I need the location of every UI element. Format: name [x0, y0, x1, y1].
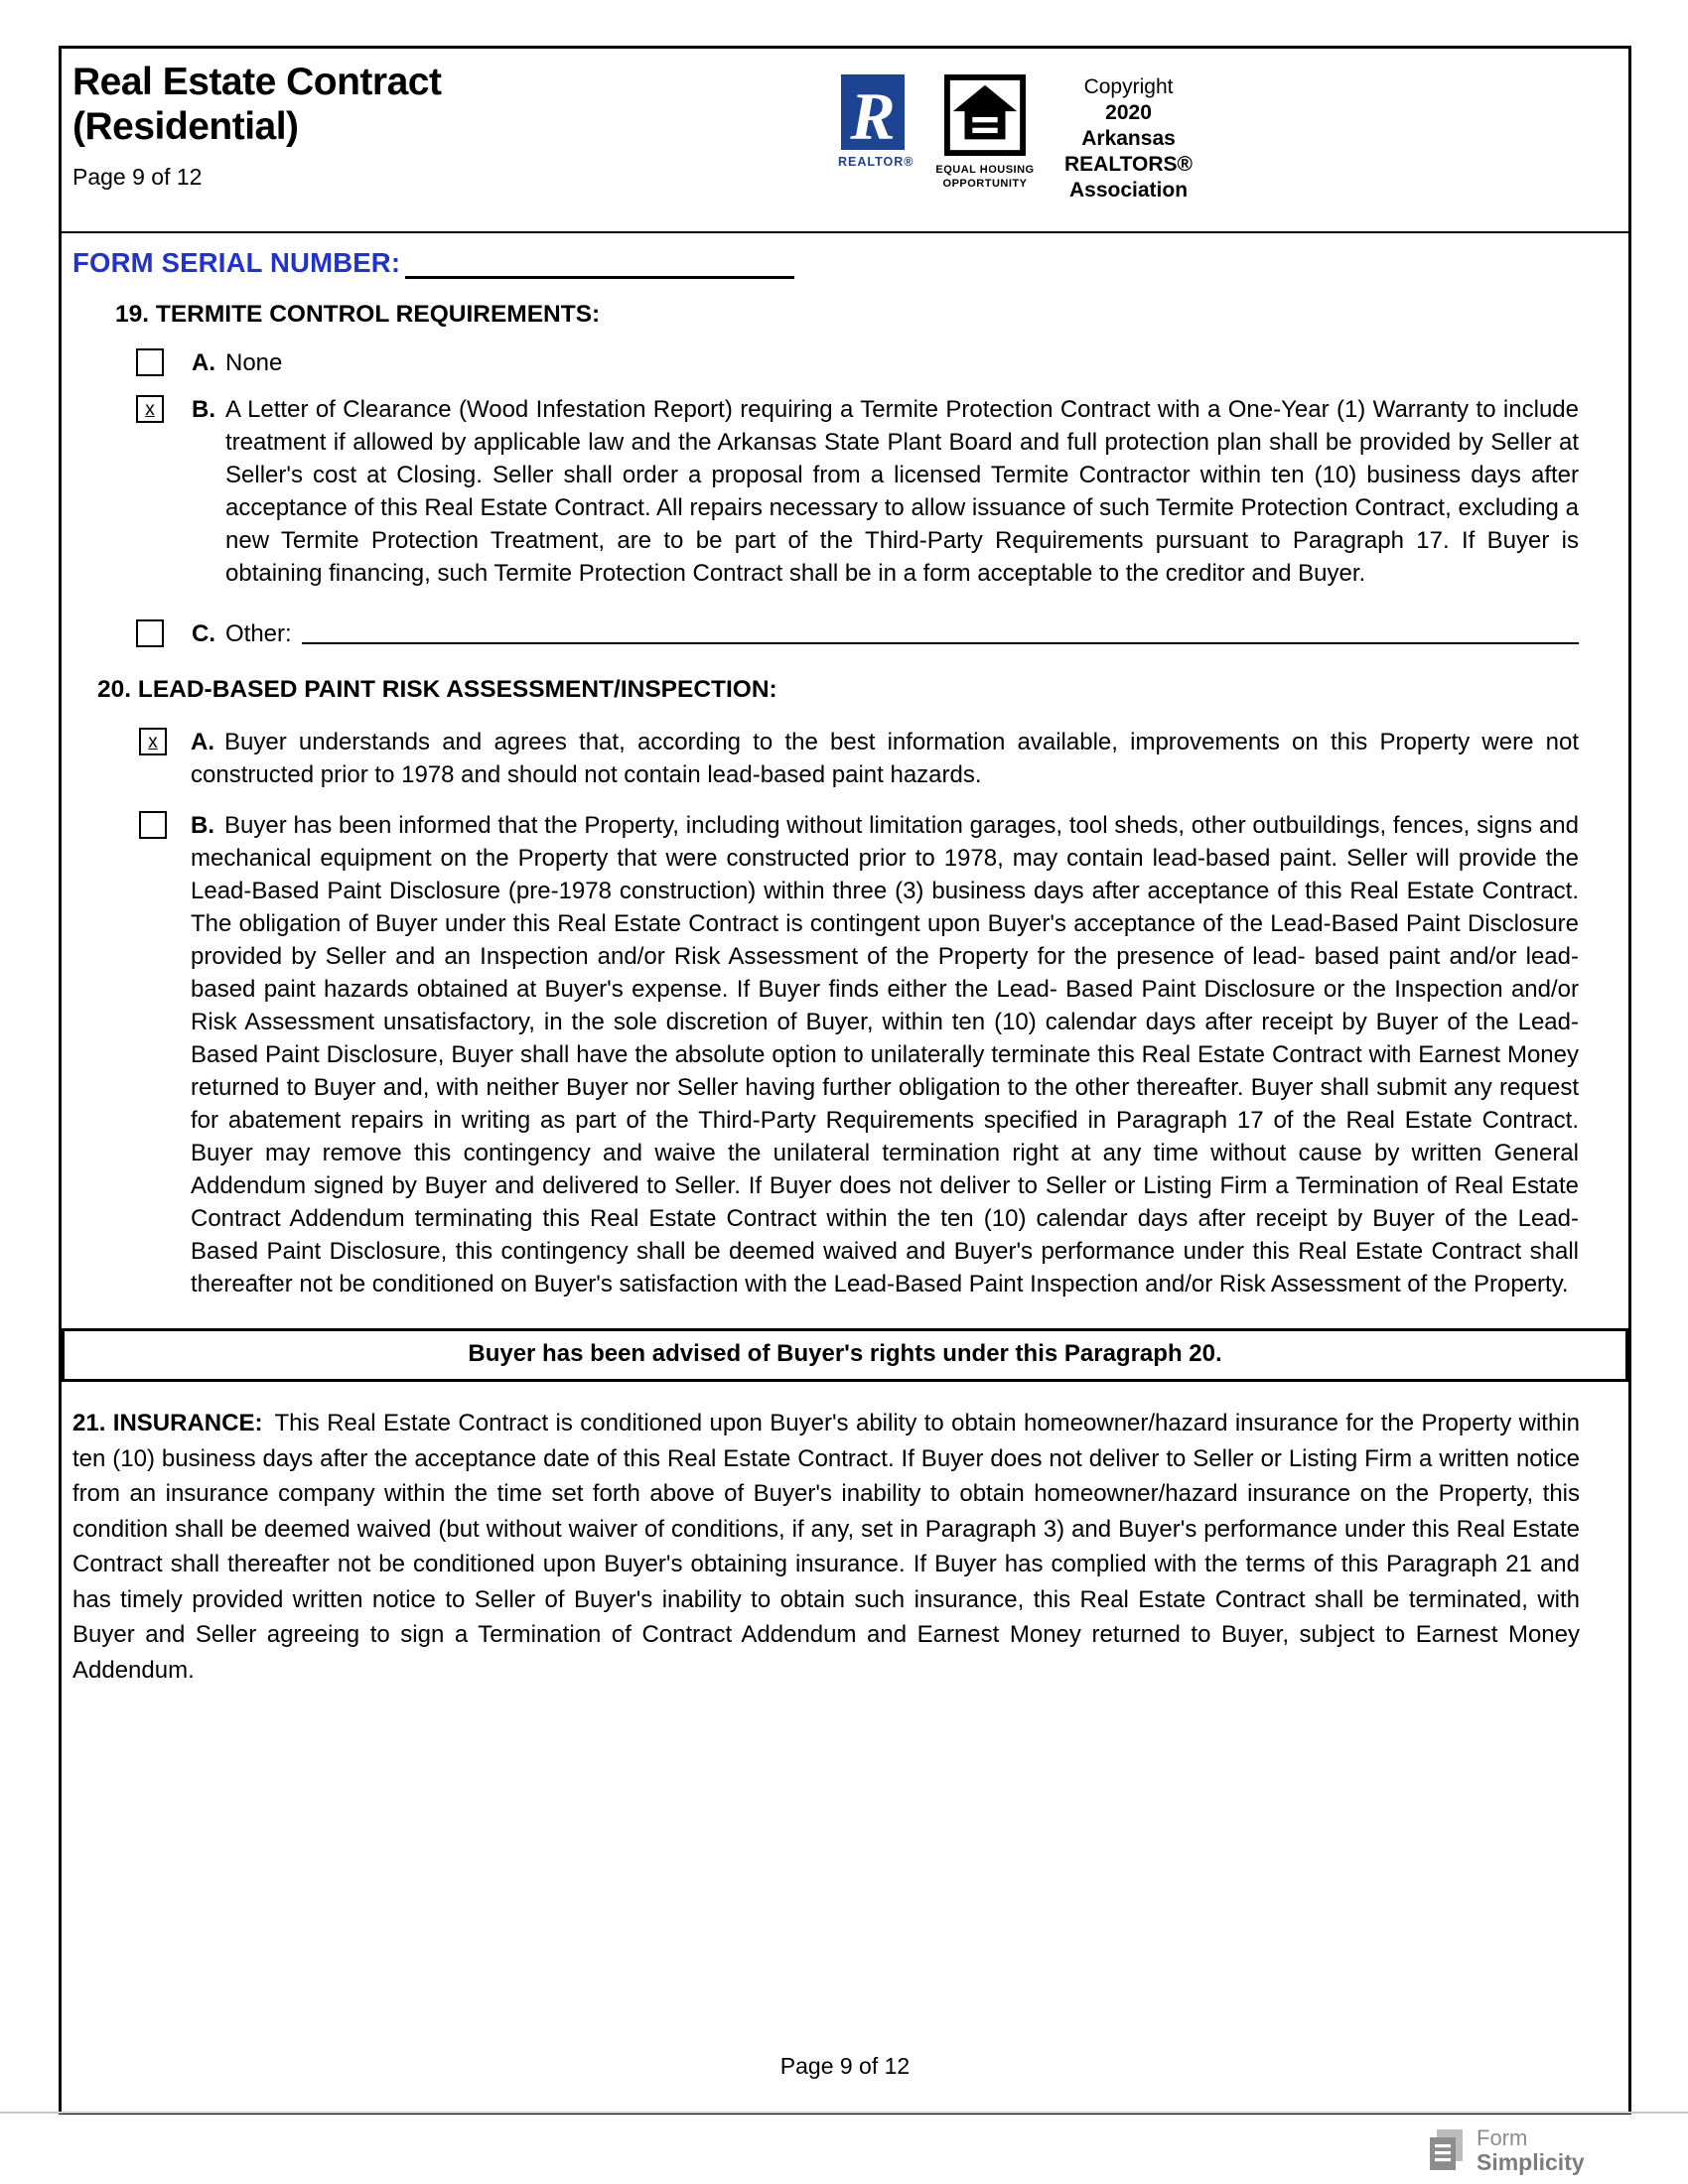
item-text: None: [225, 349, 283, 376]
header-page-number: Page 9 of 12: [72, 163, 203, 190]
equal-housing-caption: [933, 163, 1037, 192]
termite-other-field[interactable]: [302, 617, 1579, 644]
realtor-r-icon: [841, 74, 905, 150]
form-simplicity-icon: [1427, 2127, 1467, 2173]
item-letter: C.: [192, 620, 215, 647]
equal-housing-caption-line1: EQUAL HOUSING: [935, 164, 1035, 176]
form-serial-label: FORM SERIAL NUMBER:: [72, 247, 401, 278]
buyer-advisory-text: Buyer has been advised of Buyer's rights under this Paragraph 20.: [468, 1340, 1222, 1367]
page-title-line1: Real Estate Contract: [72, 61, 442, 103]
checkbox-termite-letter-of-clearance[interactable]: x: [136, 395, 164, 423]
item-text: A Letter of Clearance (Wood Infestation Report) requiring a Termite Protection Contract with a One-Year (1) Warranty to include treatment if allowed by applicable law and the Arkansas State Plant Board and full protection plan shall be provided by Seller at Seller's cost at Closing. Seller shall order a proposal from a licensed Termite Contractor within ten (10) business days after acceptance of this Real Estate Contract. All repairs necessary to allow issuance of such Termite Protection Contract, excluding a new Termite Protection Treatment, are to be part of the Third-Party Requirements pursuant to Paragraph 17. If Buyer is obtaining financing, such Termite Protection Contract shall be in a form acceptable to the creditor and Buyer.: [225, 396, 1579, 587]
copyright-state: Arkansas: [1081, 127, 1176, 151]
section-20-heading: 20. LEAD-BASED PAINT RISK ASSESSMENT/INSPECTION:: [97, 676, 777, 703]
item-body: Buyer has been informed that the Property, including without limitation garages, tool sheds, other outbuildings, fences, signs and mechanical equipment on the Property that were constructed prior to 1978, may contain lead-based paint. Seller will provide the Lead-Based Paint Disclosure (pre-1978 construction) within three (3) business days after acceptance of this Real Estate Contract. The obligation of Buyer under this Real Estate Contract is contingent upon Buyer's acceptance of the Lead-Based Paint Disclosure provided by Seller and an Inspection and/or Risk Assessment of the Property for the presence of lead- based paint and/or lead-based paint hazards obtained at Buyer's expense. If Buyer finds either the Lead- Based Paint Disclosure or the Inspection and/or Risk Assessment unsatisfactory, in the sole discretion of Buyer, within ten (10) calendar days after receipt by Buyer of the Lead-Based Paint Disclosure, Buyer shall have the absolute option to unilaterally terminate this Real Estate Contract with Earnest Money returned to Buyer and, with neither Buyer nor Seller having further obligation to the other thereafter. Buyer shall submit any request for abatement repairs in writing as part of the Third-Party Requirements specified in Paragraph 17 of the Real Estate Contract. Buyer may remove this contingency and waive the unilateral termination right at any time without cause by written General Addendum signed by Buyer and delivered to Seller. If Buyer does not deliver to Seller or Listing Firm a Termination of Real Estate Contract Addendum terminating this Real Estate Contract within the ten (10) calendar days after receipt by Buyer of the Lead-Based Paint Disclosure, this contingency shall be deemed waived and Buyer's performance under this Real Estate Contract shall thereafter not be conditioned on Buyer's satisfaction with the Lead-Based Paint Inspection and/or Risk Assessment of the Property.: [191, 812, 1579, 1297]
section-21-text: This Real Estate Contract is conditioned upon Buyer's ability to obtain homeowner/hazard insurance for the Property within ten (10) business days after the acceptance date of this Real Estate Contract. If Buyer does not deliver to Seller or Listing Firm a written notice from an insurance company within the time set forth above of Buyer's inability to obtain homeowner/hazard insurance on the Property, this condition shall be deemed waived (but without waiver of conditions, if any, set in Paragraph 3) and Buyer's performance under this Real Estate Contract shall thereafter not be conditioned upon Buyer's obtaining insurance. If Buyer has complied with the terms of this Paragraph 21 and has timely provided written notice to Seller of Buyer's inability to obtain such insurance, this Real Estate Contract shall be terminated, with Buyer and Seller agreeing to sign a Termination of Contract Addendum and Earnest Money returned to Buyer, subject to Earnest Money Addendum.: [72, 1410, 1581, 1684]
copyright-year: 2020: [1105, 101, 1152, 125]
form-simplicity-name-line1: Form: [1477, 2125, 1528, 2150]
form-simplicity-name: [1477, 2126, 1585, 2175]
checkbox-lead-paint-b[interactable]: [139, 811, 167, 839]
termite-option-c-row: [136, 617, 1579, 650]
checkbox-lead-paint-a[interactable]: x: [139, 728, 167, 755]
realtor-caption: REALTOR®: [838, 155, 914, 169]
termite-option-a-row: [136, 346, 1579, 379]
section-19-heading: 19. TERMITE CONTROL REQUIREMENTS:: [115, 301, 601, 328]
termite-option-b-row: [136, 393, 1579, 590]
page-title-line2: (Residential): [72, 104, 299, 148]
checkbox-termite-other[interactable]: [136, 619, 164, 647]
item-letter: A.: [191, 729, 214, 755]
item-letter: B.: [192, 396, 215, 423]
copyright-org: REALTORS®: [1064, 153, 1194, 177]
form-simplicity-logo: [1427, 2126, 1585, 2175]
buyer-advisory-box: [62, 1328, 1628, 1382]
copyright-org2: Association: [1069, 179, 1189, 203]
checkbox-termite-none[interactable]: [136, 348, 164, 376]
lead-paint-option-b-row: [139, 809, 1579, 1300]
lead-paint-option-a-row: [139, 726, 1579, 791]
copyright-block: [1064, 74, 1193, 204]
item-body: Buyer understands and agrees that, according to the best information available, improvements on this Property were not constructed prior to 1978 and should not contain lead-based paint hazards.: [191, 729, 1579, 788]
equal-housing-icon: [944, 74, 1026, 156]
item-letter: B.: [191, 812, 214, 839]
equal-housing-caption-line2: OPPORTUNITY: [942, 178, 1028, 191]
form-serial-field[interactable]: [405, 253, 794, 279]
section-21-paragraph: [72, 1406, 1580, 1688]
equal-housing-logo: [933, 74, 1037, 192]
realtor-logo: [838, 74, 914, 169]
header-logos: [838, 74, 1193, 204]
form-serial-row: [62, 233, 1628, 291]
bottom-divider: [0, 2112, 1688, 2114]
section-21-heading: 21. INSURANCE:: [72, 1410, 263, 1436]
item-text: [191, 809, 1579, 1300]
item-text: [191, 726, 1579, 791]
realtor-r-letter: R: [850, 78, 896, 150]
form-simplicity-name-line2: Simplicity: [1477, 2148, 1585, 2175]
page-footer-label: Page 9 of 12: [779, 2053, 911, 2079]
copyright-line: Copyright: [1083, 75, 1174, 98]
page-header: [62, 49, 1628, 233]
item-letter: A.: [192, 349, 215, 376]
item-text: Other:: [225, 620, 292, 647]
contract-page: [59, 46, 1631, 2115]
